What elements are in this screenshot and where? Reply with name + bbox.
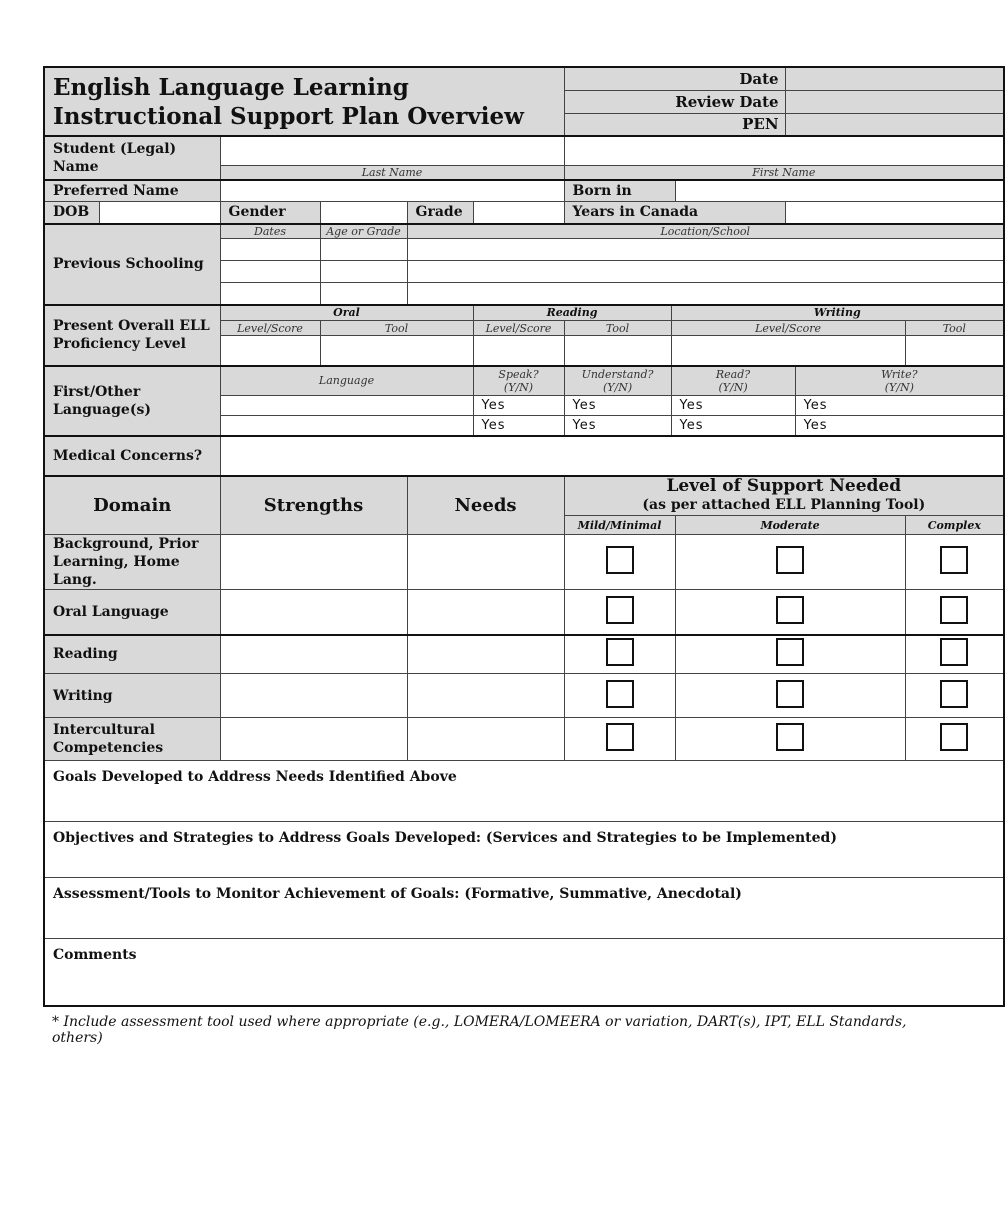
moderate-checkbox[interactable] — [776, 680, 804, 708]
domain-intercultural — [44, 718, 220, 761]
domain-background — [44, 535, 220, 590]
schooling-age-grade-field[interactable] — [320, 283, 407, 305]
strengths-field[interactable] — [220, 718, 407, 761]
form-title-line2: Instructional Support Plan Overview — [53, 102, 524, 130]
domain-reading: Reading — [44, 635, 220, 674]
dob-field[interactable] — [99, 202, 220, 224]
first-name-field[interactable] — [564, 136, 1004, 165]
born-in-label: Born in — [564, 180, 675, 202]
oral-level-score-field[interactable] — [220, 336, 320, 366]
mild-checkbox[interactable] — [606, 546, 634, 574]
schooling-dates-field[interactable] — [220, 239, 320, 261]
domain-intercultural-line2: Competencies — [53, 740, 164, 756]
moderate-checkbox[interactable] — [776, 596, 804, 624]
schooling-dates-field[interactable] — [220, 283, 320, 305]
writing-tool-field[interactable] — [905, 336, 1004, 366]
read-field[interactable]: Yes — [671, 396, 795, 416]
review-date-label: Review Date — [564, 90, 785, 113]
date-field[interactable] — [785, 67, 1004, 90]
grade-label: Grade — [407, 202, 473, 224]
mild-cell — [564, 718, 675, 761]
write-col-title: Write? — [881, 367, 918, 381]
domain-background-line1: Background, Prior — [53, 536, 199, 552]
schooling-location-field[interactable] — [407, 239, 1004, 261]
writing-tool-header: Tool — [905, 321, 1004, 336]
footnote: * Include assessment tool used where appropriate (e.g., LOMERA/LOMEERA or variation, DART(s), IPT, ELL Standards, others) — [52, 1014, 907, 1046]
moderate-cell — [675, 535, 905, 590]
proficiency-group-oral: Oral — [220, 305, 473, 321]
speak-field[interactable]: Yes — [473, 416, 564, 436]
domain-background-line2: Learning, Home Lang. — [53, 554, 180, 588]
writing-level-score-header: Level/Score — [671, 321, 905, 336]
strengths-field[interactable] — [220, 674, 407, 718]
strengths-field[interactable] — [220, 535, 407, 590]
student-name-label: Student (Legal) Name — [44, 136, 220, 180]
complex-cell — [905, 674, 1004, 718]
preferred-name-label: Preferred Name — [44, 180, 220, 202]
level-of-support-subtitle: (as per attached ELL Planning Tool) — [642, 496, 926, 513]
comments-section[interactable] — [44, 939, 1004, 1006]
speak-col-title: Speak? — [498, 367, 539, 381]
gender-label: Gender — [220, 202, 320, 224]
domain-intercultural-line1: Intercultural — [53, 722, 155, 738]
language-field[interactable] — [220, 396, 473, 416]
level-mild-header: Mild/Minimal — [564, 516, 675, 535]
form-title — [44, 67, 564, 136]
date-label: Date — [564, 67, 785, 90]
language-field[interactable] — [220, 416, 473, 436]
languages-label — [44, 366, 220, 436]
read-col-yn: (Y/N) — [718, 380, 748, 394]
write-col-yn: (Y/N) — [884, 380, 914, 394]
moderate-cell — [675, 674, 905, 718]
complex-checkbox[interactable] — [940, 596, 968, 624]
mild-cell — [564, 535, 675, 590]
moderate-cell — [675, 635, 905, 674]
schooling-col-location: Location/School — [407, 224, 1004, 239]
speak-col-header — [473, 366, 564, 396]
complex-cell — [905, 635, 1004, 674]
language-col-header: Language — [220, 366, 473, 396]
comments-label: Comments — [53, 947, 137, 963]
born-in-field[interactable] — [675, 180, 1004, 202]
dob-label: DOB — [44, 202, 99, 224]
mild-checkbox[interactable] — [606, 596, 634, 624]
mild-checkbox[interactable] — [606, 638, 634, 666]
speak-col-yn: (Y/N) — [503, 380, 534, 394]
proficiency-group-reading: Reading — [473, 305, 671, 321]
objectives-label: Objectives and Strategies to Address Goals Developed: (Services and Strategies to be Implemented) — [53, 830, 837, 846]
domain-oral-language: Oral Language — [44, 590, 220, 635]
last-name-field[interactable] — [220, 136, 564, 165]
understand-field[interactable]: Yes — [564, 396, 671, 416]
oral-level-score-header: Level/Score — [220, 321, 320, 336]
mild-checkbox[interactable] — [606, 723, 634, 751]
writing-level-score-field[interactable] — [671, 336, 905, 366]
schooling-age-grade-field[interactable] — [320, 261, 407, 283]
proficiency-label — [44, 305, 220, 366]
complex-checkbox[interactable] — [940, 723, 968, 751]
reading-level-score-header: Level/Score — [473, 321, 564, 336]
read-col-header — [671, 366, 795, 396]
mild-checkbox[interactable] — [606, 680, 634, 708]
previous-schooling-label: Previous Schooling — [44, 224, 220, 305]
schooling-location-field[interactable] — [407, 261, 1004, 283]
read-col-title: Read? — [715, 367, 751, 381]
gender-field[interactable] — [320, 202, 407, 224]
write-field[interactable]: Yes — [795, 416, 1004, 436]
schooling-age-grade-field[interactable] — [320, 239, 407, 261]
assessment-section[interactable] — [44, 878, 1004, 939]
complex-cell — [905, 590, 1004, 635]
needs-field[interactable] — [407, 635, 564, 674]
oral-tool-field[interactable] — [320, 336, 473, 366]
first-name-caption: First Name — [564, 165, 1004, 180]
complex-cell — [905, 535, 1004, 590]
schooling-dates-field[interactable] — [220, 261, 320, 283]
read-field[interactable]: Yes — [671, 416, 795, 436]
speak-field[interactable]: Yes — [473, 396, 564, 416]
complex-checkbox[interactable] — [940, 638, 968, 666]
understand-col-header — [564, 366, 671, 396]
needs-field[interactable] — [407, 535, 564, 590]
needs-field[interactable] — [407, 718, 564, 761]
medical-concerns-field[interactable] — [220, 436, 1004, 476]
proficiency-label-text: Present Overall ELL Proficiency Level — [53, 318, 210, 352]
years-in-canada-field[interactable] — [785, 202, 1004, 224]
languages-label-text: First/Other Language(s) — [53, 383, 151, 418]
moderate-cell — [675, 718, 905, 761]
needs-field[interactable] — [407, 674, 564, 718]
mild-cell — [564, 590, 675, 635]
grade-field[interactable] — [473, 202, 564, 224]
level-complex-header: Complex — [905, 516, 1004, 535]
strengths-field[interactable] — [220, 635, 407, 674]
preferred-name-field[interactable] — [220, 180, 564, 202]
needs-field[interactable] — [407, 590, 564, 635]
mild-cell — [564, 674, 675, 718]
schooling-col-age-grade: Age or Grade — [320, 224, 407, 239]
pen-field[interactable] — [785, 113, 1004, 136]
schooling-location-field[interactable] — [407, 283, 1004, 305]
reading-level-score-field[interactable] — [473, 336, 564, 366]
understand-col-yn: (Y/N) — [602, 380, 633, 394]
plan-form — [43, 66, 1005, 1007]
complex-cell — [905, 718, 1004, 761]
review-date-field[interactable] — [785, 90, 1004, 113]
form-title-line1: English Language Learning — [53, 73, 409, 101]
reading-tool-field[interactable] — [564, 336, 671, 366]
proficiency-group-writing: Writing — [671, 305, 1004, 321]
needs-col-header: Needs — [407, 476, 564, 535]
domain-col-header: Domain — [44, 476, 220, 535]
objectives-section[interactable] — [44, 822, 1004, 878]
reading-tool-header: Tool — [564, 321, 671, 336]
goals-section[interactable] — [44, 761, 1004, 822]
understand-col-title: Understand? — [581, 367, 654, 381]
moderate-checkbox[interactable] — [776, 638, 804, 666]
level-of-support-title: Level of Support Needed — [666, 475, 902, 496]
form-page — [43, 66, 981, 1007]
last-name-caption: Last Name — [220, 165, 564, 180]
medical-concerns-label: Medical Concerns? — [44, 436, 220, 476]
write-col-header — [795, 366, 1004, 396]
complex-checkbox[interactable] — [940, 546, 968, 574]
understand-field[interactable]: Yes — [564, 416, 671, 436]
schooling-col-dates: Dates — [220, 224, 320, 239]
moderate-cell — [675, 590, 905, 635]
write-field[interactable]: Yes — [795, 396, 1004, 416]
goals-label: Goals Developed to Address Needs Identified Above — [53, 769, 457, 785]
oral-tool-header: Tool — [320, 321, 473, 336]
assessment-label: Assessment/Tools to Monitor Achievement of Goals: (Formative, Summative, Anecdotal) — [53, 886, 742, 902]
complex-checkbox[interactable] — [940, 680, 968, 708]
years-in-canada-label: Years in Canada — [564, 202, 785, 224]
moderate-checkbox[interactable] — [776, 723, 804, 751]
level-moderate-header: Moderate — [675, 516, 905, 535]
mild-cell — [564, 635, 675, 674]
pen-label: PEN — [564, 113, 785, 136]
moderate-checkbox[interactable] — [776, 546, 804, 574]
domain-writing: Writing — [44, 674, 220, 718]
level-of-support-header — [564, 476, 1004, 516]
strengths-field[interactable] — [220, 590, 407, 635]
strengths-col-header: Strengths — [220, 476, 407, 535]
